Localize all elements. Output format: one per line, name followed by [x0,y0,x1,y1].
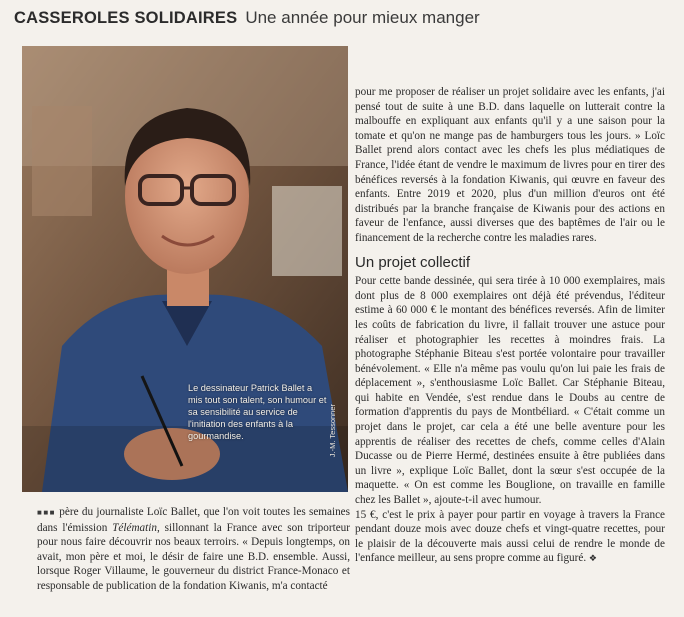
section-kicker: CASSEROLES SOLIDAIRES [14,9,238,27]
left-column [37,505,350,594]
photo-credit: J.-M. Tessonner [328,404,337,458]
left-text-end: , sillonnant la France avec son triporteur pour nous faire découvrir nos beaux terroirs. « Depuis longtemps, on avait, mon père et moi, le désir de faire une B.D. ensemble. Aussi, lorsque Roger Villaume, le gouverneur du district France-Monaco et responsable de publication de la fondation Kiwanis, m'a contacté [37,521,350,592]
photo-caption: Le dessinateur Patrick Ballet a mis tout son talent, son humour et sa sensibilité au service de l'initiation des enfants à la gourmandise. [188,383,327,441]
right-column [355,85,665,567]
paragraph-3-text: 15 €, c'est le prix à payer pour partir en voyage à travers la France pendant douze mois avec douze chefs et vingt-quatre recettes, pour le plaisir de la découverte mais aussi celui de rendre le monde de l'enfance meilleur, au sens propre comme au figuré. [355,508,665,565]
article-subtitle: Une année pour mieux manger [245,8,480,27]
section-heading: Un projet collectif [355,253,471,271]
article-header [14,8,480,28]
paragraph-3 [355,508,665,567]
paragraph-2: Pour cette bande dessinée, qui sera tirée à 10 000 exemplaires, mais dont plus de 8 000 exemplaires ont déjà été prévendus, l'éditeur estime à 60 000 € le montant des bénéfices reversés. Afin de limiter les coûts de fabrication du livre, il fallait trouver une astuce pour réaliser et photographier les recettes à moindres frais. La photographe Stéphanie Biteau s'est portée volontaire pour travailler bénévolement. « Elle n'a même pas voulu qu'on lui paie les frais de déplacement », s'enthousiasme Loïc Ballet. Car Stéphanie Biteau, qui habite en Vendée, s'est rendue dans le Doubs au centre de formation d'apprentis du pays de Montbéliard. « C'était comme un projet dans le projet, car cela a été une belle aventure pour les apprentis de réaliser des recettes de chefs, comme celles d'Alain Ducasse ou de Pierre Hermé, destinées ensuite à être publiées dans un livre », explique Loïc Ballet, dont la sœur s'est occupée de la maquette. « On est comme les Bouglione, on travaille en famille chez les Ballet », ajoute-t-il avec humour. [355,275,665,507]
left-text-start: père du journaliste Loïc Ballet, que l'on voit toutes les semaines dans l'émission [37,506,350,534]
paragraph-1: pour me proposer de réaliser un projet solidaire avec les enfants, j'ai pensé tout de suite à une B.D. dans laquelle on lutterait contre la malbouffe en expliquant aux enfants qu'il y a une saison pour la tomate et qu'on ne mange pas de hamburgers tous les jours. » Loïc Ballet prend alors contact avec les chefs les plus médiatiques de France, l'idée étant de vendre le maximum de livres pour en tirer des bénéfices reversés à la fondation Kiwanis, qui œuvre en faveur des enfants. Entre 2019 et 2020, plus d'un million d'euros ont été distribués par la branche française de Kiwanis pour des actions en faveur de l'enfance, aussi diverses que des baptêmes de l'air ou le financement de la recherche contre les maladies rares. [355,86,665,244]
end-mark-icon: ❖ [588,554,597,565]
left-paragraph [37,505,350,594]
paragraph-bullets: ■■■ [37,508,56,517]
show-title: Télématin [112,521,157,534]
